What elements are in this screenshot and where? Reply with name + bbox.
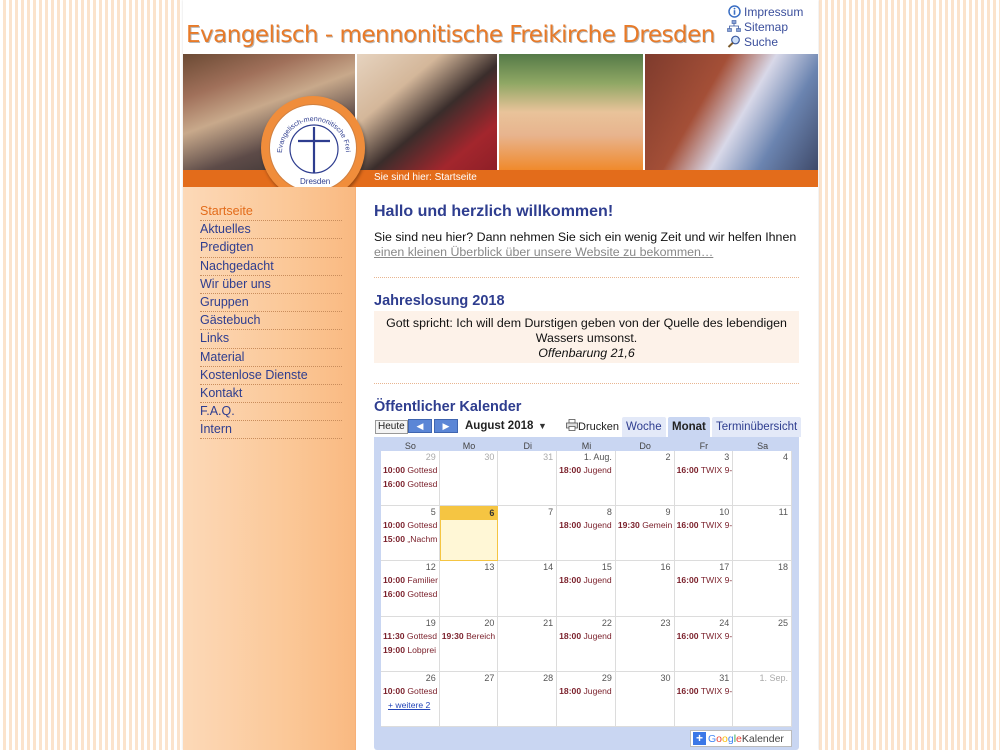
calendar-event[interactable]	[442, 631, 496, 641]
calendar-event[interactable]	[383, 465, 437, 475]
event-time: 18:00	[559, 575, 582, 586]
event-time: 18:00	[559, 520, 582, 531]
calendar-day-cell[interactable]	[675, 451, 734, 506]
logo-cross-icon	[270, 105, 358, 193]
event-time: 11:30	[383, 630, 405, 641]
day-number[interactable]: 9	[665, 507, 671, 518]
logo-city-text: Dresden	[300, 177, 331, 186]
event-time: 16:00	[383, 589, 405, 600]
event-title: TWIX 9-	[698, 465, 733, 475]
print-button[interactable]	[566, 419, 619, 434]
calendar-day-cell[interactable]	[616, 506, 675, 561]
event-title: Gottesd	[404, 479, 438, 489]
calendar-event[interactable]	[618, 520, 672, 530]
weekday-label: Sa	[757, 441, 769, 451]
plus-icon: +	[693, 732, 706, 745]
event-time: 10:00	[383, 685, 405, 696]
google-calendar-badge[interactable]	[690, 730, 792, 747]
calendar-event[interactable]	[677, 686, 733, 696]
event-time: 15:00	[383, 534, 405, 545]
event-title: Jugend	[581, 520, 612, 531]
main-nav	[200, 203, 342, 439]
section-divider	[374, 277, 799, 278]
google-calendar-label: Kalender	[741, 732, 784, 745]
day-number[interactable]: 3	[724, 452, 730, 462]
day-number[interactable]: 27	[484, 672, 495, 683]
nav-item-gaestebuch[interactable]: Gästebuch	[200, 312, 342, 330]
calendar-event[interactable]	[559, 520, 612, 530]
jahreslosung-heading: Jahreslosung 2018	[374, 293, 505, 309]
event-title: Jugend	[581, 465, 612, 475]
logo-ring-text: Evangelisch-mennonitische Frei	[276, 115, 351, 154]
calendar-day-cell[interactable]	[440, 451, 499, 506]
calendar-day-cell[interactable]	[616, 561, 675, 616]
nav-item-faq[interactable]: F.A.Q.	[200, 403, 342, 421]
impressum-link[interactable]	[727, 4, 803, 19]
calendar-event[interactable]	[677, 575, 733, 585]
calendar-event[interactable]	[559, 631, 612, 641]
nav-item-intern[interactable]: Intern	[200, 421, 342, 439]
event-time: 16:00	[676, 630, 699, 641]
month-grid	[381, 451, 792, 727]
event-title: Gottesd	[404, 589, 438, 600]
day-number[interactable]: 30	[484, 452, 495, 462]
prev-month-button[interactable]: ◀	[408, 419, 432, 433]
event-time: 10:00	[383, 520, 405, 531]
calendar-day-cell[interactable]	[675, 672, 734, 727]
event-title: Jugend	[581, 575, 612, 586]
calendar-day-cell[interactable]	[498, 672, 557, 727]
calendar-day-cell[interactable]	[733, 506, 792, 561]
calendar-day-cell[interactable]	[733, 451, 792, 506]
welcome-text	[374, 230, 799, 260]
day-number[interactable]: 20	[484, 617, 495, 628]
event-time: 16:00	[383, 479, 405, 489]
more-events-link[interactable]: + weitere 2	[388, 699, 431, 710]
day-number[interactable]: 5	[430, 507, 436, 518]
calendar-event[interactable]	[677, 520, 733, 530]
day-number[interactable]: 29	[425, 452, 436, 462]
day-number[interactable]: 29	[601, 672, 612, 683]
calendar-event[interactable]	[383, 631, 437, 641]
nav-item-kostenlose-dienste[interactable]: Kostenlose Dienste	[200, 367, 342, 385]
calendar-day-cell[interactable]	[733, 617, 792, 672]
welcome-heading: Hallo und herzlich willkommen!	[374, 203, 614, 220]
next-month-button[interactable]: ▶	[434, 419, 458, 433]
weekday-label: So	[404, 441, 416, 451]
calendar-day-cell[interactable]	[616, 451, 675, 506]
day-number[interactable]: 31	[719, 672, 730, 683]
day-number[interactable]: 31	[543, 452, 554, 462]
calendar-event[interactable]	[383, 686, 437, 696]
weekday-label: Mi	[581, 441, 592, 451]
calendar-day-cell[interactable]	[557, 506, 616, 561]
calendar-day-cell[interactable]	[498, 561, 557, 616]
weekday-label: Fr	[699, 441, 709, 451]
calendar-toolbar	[374, 417, 799, 437]
event-time: 19:30	[617, 520, 640, 531]
event-title: Gottesd	[404, 685, 438, 696]
calendar-day-cell[interactable]	[440, 617, 499, 672]
day-number[interactable]: 17	[719, 562, 730, 573]
event-title: Gottesd	[404, 465, 438, 475]
suche-label: Suche	[744, 34, 779, 49]
calendar-event[interactable]	[559, 575, 612, 585]
info-icon	[727, 5, 741, 18]
nav-item-aktuelles[interactable]: Aktuelles	[200, 221, 342, 239]
event-time: 16:00	[676, 575, 699, 586]
event-title: Lobprei	[404, 644, 437, 655]
calendar-day-cell[interactable]	[616, 672, 675, 727]
event-title: Gottesd	[404, 630, 437, 641]
calendar-event[interactable]	[383, 589, 437, 599]
sitemap-label: Sitemap	[744, 19, 789, 34]
jahreslosung-reference: Offenbarung 21,6	[538, 346, 635, 360]
calendar-day-cell[interactable]	[616, 617, 675, 672]
event-time: 10:00	[383, 575, 405, 586]
day-number[interactable]: 14	[543, 562, 554, 573]
event-time: 18:00	[559, 685, 582, 696]
day-number[interactable]: 8	[606, 507, 612, 518]
calendar-day-cell[interactable]	[733, 672, 792, 727]
utility-links	[727, 4, 803, 49]
banner-photo-child-smiling	[499, 54, 643, 170]
event-title: Bereich	[463, 630, 496, 641]
calendar-day-cell[interactable]	[557, 561, 616, 616]
day-number[interactable]: 16	[660, 562, 671, 573]
print-label: Drucken	[578, 420, 619, 433]
day-number[interactable]: 25	[777, 617, 788, 628]
day-number[interactable]: 19	[425, 617, 436, 628]
calendar-day-cell[interactable]	[557, 617, 616, 672]
calendar-day-cell[interactable]	[498, 617, 557, 672]
nav-item-wir-ueber-uns[interactable]: Wir über uns	[200, 276, 342, 294]
weekday-label: Di	[523, 441, 533, 451]
calendar-day-cell[interactable]	[675, 561, 734, 616]
jahreslosung-verse: Gott spricht: Ich will dem Durstigen geben von der Quelle des lebendigen Wassers umsonst.	[386, 316, 787, 345]
day-number[interactable]: 1. Aug.	[583, 452, 612, 462]
banner-photo-older-man	[645, 54, 818, 170]
calendar-day-cell[interactable]	[381, 451, 440, 506]
sitemap-icon	[727, 20, 741, 33]
nav-item-material[interactable]: Material	[200, 349, 342, 367]
jahreslosung-box	[374, 311, 799, 363]
day-number[interactable]: 26	[425, 672, 436, 683]
section-divider	[374, 383, 799, 384]
day-number[interactable]: 30	[660, 672, 671, 683]
calendar-heading: Öffentlicher Kalender	[374, 399, 522, 415]
calendar-day-cell[interactable]	[440, 561, 499, 616]
event-title: TWIX 9-	[698, 685, 733, 696]
overview-link[interactable]: einen kleinen Überblick über unsere Website zu bekommen…	[374, 245, 714, 259]
day-number[interactable]: 2	[665, 452, 671, 462]
event-time: 18:00	[559, 630, 582, 641]
day-number[interactable]: 18	[777, 562, 788, 573]
logo-inner	[269, 104, 357, 192]
day-number[interactable]: 4	[782, 452, 788, 462]
nav-item-gruppen[interactable]: Gruppen	[200, 294, 342, 312]
day-number[interactable]: 7	[548, 507, 554, 518]
calendar-event[interactable]	[383, 575, 438, 585]
calendar-day-cell[interactable]	[733, 561, 792, 616]
nav-item-nachgedacht[interactable]: Nachgedacht	[200, 258, 342, 276]
breadcrumb-text: Sie sind hier: Startseite	[374, 172, 477, 183]
calendar-event[interactable]	[383, 534, 437, 544]
event-time: 16:00	[676, 685, 699, 696]
day-number[interactable]: 21	[543, 617, 554, 628]
event-title: TWIX 9-	[698, 520, 733, 531]
impressum-label: Impressum	[744, 4, 804, 19]
calendar-month-view	[374, 437, 799, 750]
calendar-day-cell[interactable]	[440, 672, 499, 727]
nav-item-predigten[interactable]: Predigten	[200, 239, 342, 257]
day-number[interactable]: 13	[484, 562, 495, 573]
event-title: TWIX 9-	[698, 630, 733, 641]
header	[183, 0, 818, 54]
weekday-label: Mo	[462, 441, 476, 451]
calendar-day-cell[interactable]	[381, 617, 440, 672]
chevron-down-icon[interactable]: ▼	[538, 421, 547, 431]
calendar-day-cell[interactable]	[557, 672, 616, 727]
day-number[interactable]: 11	[778, 507, 788, 518]
nav-item-kontakt[interactable]: Kontakt	[200, 385, 342, 403]
calendar-event[interactable]	[383, 520, 437, 530]
weekday-label: Do	[639, 441, 651, 451]
tab-woche[interactable]: Woche	[622, 417, 666, 437]
calendar-day-cell[interactable]	[440, 506, 499, 561]
event-title: Jugend	[581, 685, 612, 696]
event-title: Familier	[404, 575, 438, 586]
event-time: 18:00	[559, 465, 582, 475]
day-number[interactable]: 1. Sep.	[759, 672, 788, 683]
church-logo[interactable]	[261, 96, 365, 200]
event-time: 10:00	[383, 465, 405, 475]
day-number[interactable]: 28	[543, 672, 554, 683]
month-selector[interactable]: August 2018	[465, 420, 534, 432]
event-time: 16:00	[676, 465, 699, 475]
calendar-event[interactable]	[383, 479, 437, 489]
event-title: Gemein	[639, 520, 673, 531]
calendar-day-cell[interactable]	[675, 617, 734, 672]
page-container	[183, 0, 818, 750]
calendar-day-cell[interactable]	[381, 506, 440, 561]
calendar-event[interactable]	[559, 465, 612, 475]
nav-item-links[interactable]: Links	[200, 330, 342, 348]
calendar-event[interactable]	[677, 465, 733, 475]
day-number[interactable]: 10	[719, 507, 730, 518]
sitemap-link[interactable]	[727, 19, 803, 34]
svg-text:Evangelisch-mennonitische Frei	[270, 105, 351, 153]
event-time: 19:30	[441, 630, 464, 641]
suche-link[interactable]	[727, 34, 803, 49]
event-title: Gottesd	[404, 520, 438, 531]
calendar-widget	[374, 417, 799, 750]
tab-monat[interactable]: Monat	[668, 417, 710, 437]
banner-photo-group-discussion	[357, 54, 497, 170]
calendar-event[interactable]	[383, 645, 436, 655]
tab-terminuebersicht[interactable]: Terminübersicht	[712, 417, 801, 437]
calendar-day-cell[interactable]	[381, 561, 440, 616]
printer-icon	[566, 419, 578, 434]
magnifier-icon	[727, 35, 741, 48]
day-number[interactable]: 22	[601, 617, 612, 628]
day-number[interactable]: 23	[660, 617, 671, 628]
site-title[interactable]: Evangelisch - mennonitische Freikirche Dresden	[186, 22, 715, 48]
calendar-day-cell[interactable]	[381, 672, 440, 727]
event-time: 19:00	[383, 644, 405, 655]
calendar-day-cell[interactable]	[675, 506, 734, 561]
event-title: Jugend	[581, 630, 612, 641]
event-title: „Nachm	[404, 534, 438, 545]
event-time: 16:00	[676, 520, 699, 531]
sidebar	[183, 187, 356, 750]
calendar-day-cell[interactable]	[498, 451, 557, 506]
google-logo: Google	[708, 732, 742, 745]
calendar-event[interactable]	[559, 686, 612, 696]
day-number[interactable]: 15	[601, 562, 612, 573]
day-number[interactable]: 24	[719, 617, 730, 628]
today-button[interactable]: Heute	[375, 420, 408, 434]
day-number[interactable]: 6	[489, 508, 495, 519]
calendar-day-cell[interactable]	[557, 451, 616, 506]
calendar-event[interactable]	[677, 631, 733, 641]
calendar-day-cell[interactable]	[498, 506, 557, 561]
event-title: TWIX 9-	[698, 575, 733, 586]
nav-item-startseite[interactable]: Startseite	[200, 203, 342, 221]
day-number[interactable]: 12	[425, 562, 436, 573]
welcome-paragraph: Sie sind neu hier? Dann nehmen Sie sich ein wenig Zeit und wir helfen Ihnen	[374, 230, 797, 244]
